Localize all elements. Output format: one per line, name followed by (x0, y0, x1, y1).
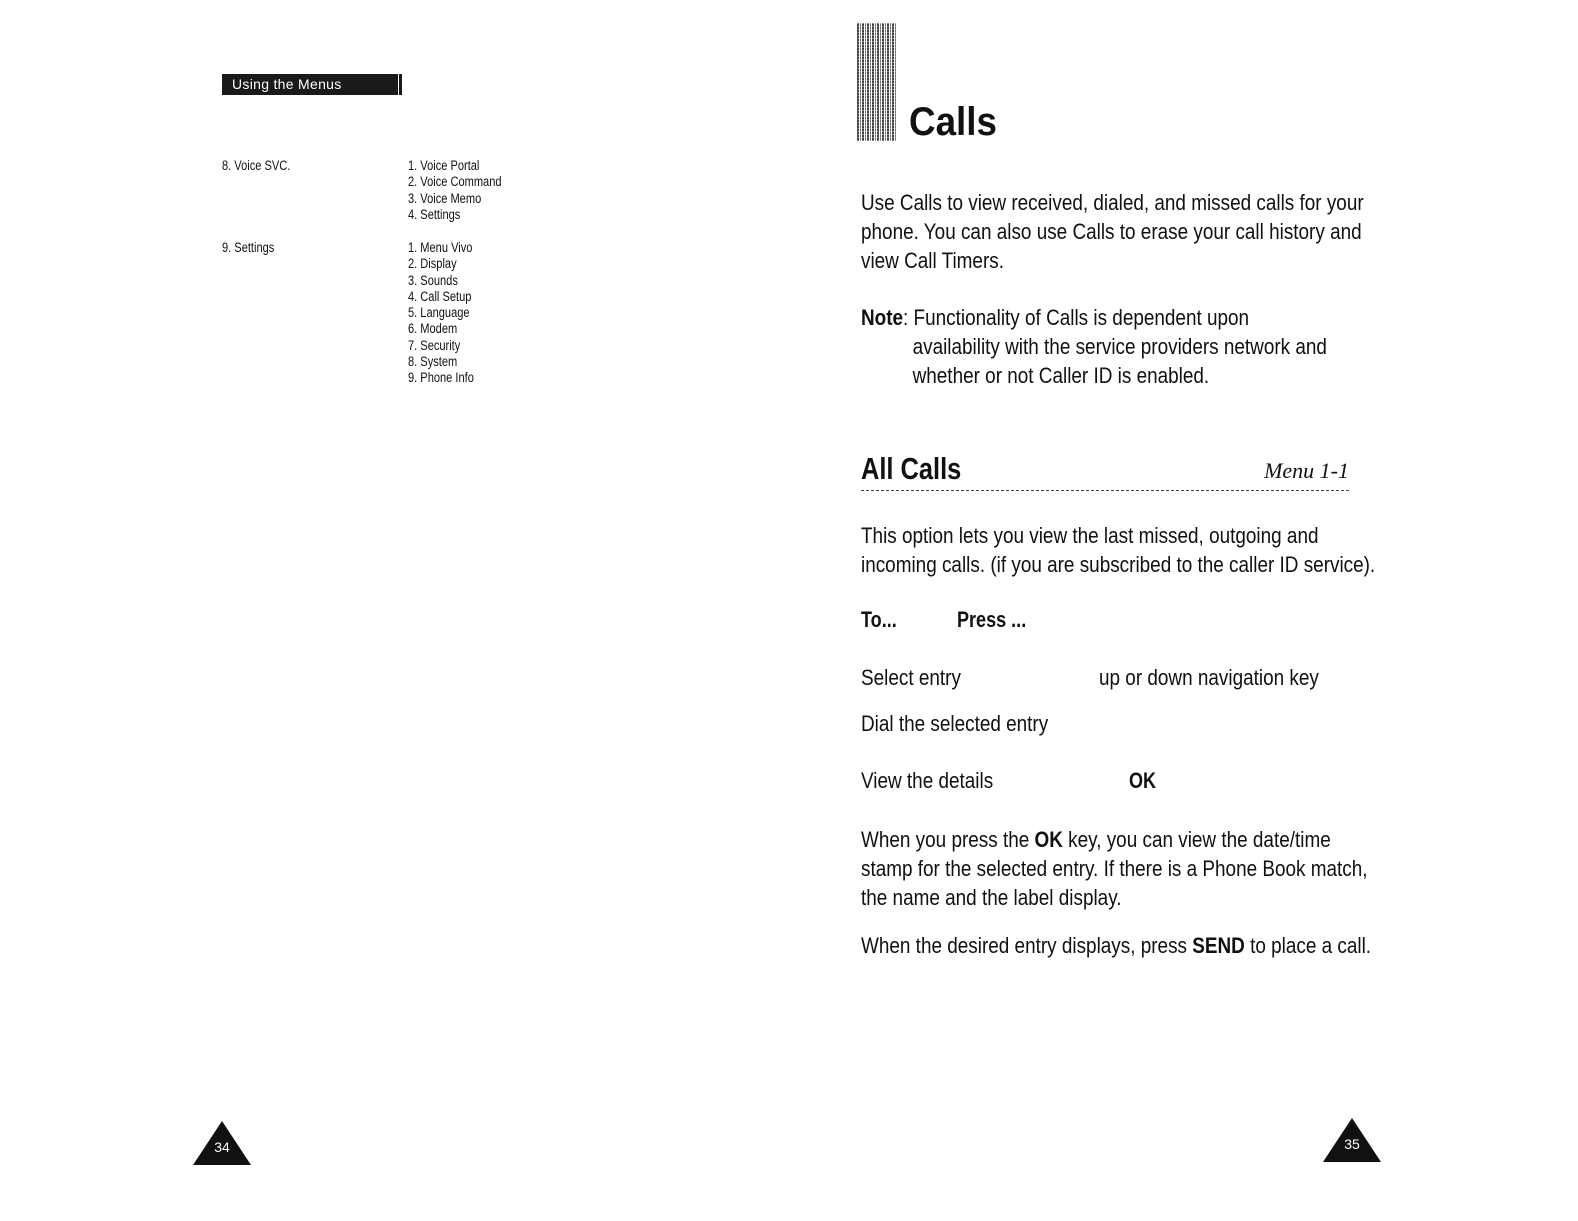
send-key-text (861, 931, 1380, 960)
submenu-item: 6. Modem (408, 321, 458, 337)
column-header-to: To... (861, 607, 897, 632)
chapter-tab-icon (857, 23, 897, 141)
key-table-row (861, 711, 1361, 741)
action-cell: View the details (861, 768, 994, 793)
chapter-title: Calls (909, 100, 997, 144)
option-paragraph (861, 521, 1381, 579)
key-name: OK (1034, 827, 1063, 852)
action-cell: Select entry (861, 665, 961, 690)
section-heading (861, 450, 1349, 491)
submenu-item: 2. Display (408, 256, 457, 272)
ok-key-paragraph (861, 825, 1381, 912)
text-run: When you press the (861, 827, 1035, 852)
submenu-item: 2. Voice Command (408, 174, 502, 190)
submenu-item: 9. Phone Info (408, 370, 474, 386)
section-bar-edge (399, 74, 402, 95)
submenu-item: 1. Menu Vivo (408, 240, 473, 255)
submenu-item: 3. Sounds (408, 272, 458, 288)
note-paragraph (861, 303, 1381, 390)
key-table-row (861, 768, 1361, 798)
text-run: When the desired entry displays, press (861, 933, 1193, 958)
key-cell: OK (1129, 768, 1157, 793)
page-number-triangle-icon (1323, 1118, 1381, 1162)
text-run: to place a call. (1244, 933, 1372, 958)
page-number: 35 (1344, 1136, 1360, 1152)
note-block (861, 303, 1380, 390)
ok-key-text (861, 825, 1380, 912)
page-number-triangle-icon (193, 1121, 251, 1165)
right-page (789, 0, 1578, 1221)
intro-text: Use Calls to view received, dialed, and missed calls for your phone. You can also use Calls to erase your call history and view Call Timers. (861, 190, 1364, 273)
column-header-press: Press ... (957, 607, 1027, 632)
submenu-item: 4. Call Setup (408, 288, 472, 304)
submenu-item: 7. Security (408, 337, 461, 353)
section-title: All Calls (861, 451, 962, 486)
section-label: Using the Menus (232, 76, 342, 92)
text-run: key, you can view the date/time stamp for the selected entry. If there is a Phone Book match, the name and the label display. (861, 827, 1368, 910)
key-name: SEND (1192, 933, 1245, 958)
submenu-item: 3. Voice Memo (408, 190, 482, 206)
action-cell: Dial the selected entry (861, 711, 1049, 736)
key-table-row (861, 665, 1361, 695)
page-number: 34 (214, 1139, 230, 1155)
menu-group-title: 8. Voice SVC. (222, 158, 291, 173)
note-lead: : Functionality of Calls is dependent upon (903, 305, 1250, 330)
intro-paragraph (861, 188, 1381, 275)
send-key-paragraph (861, 931, 1381, 960)
submenu-item: 4. Settings (408, 206, 461, 222)
option-text: This option lets you view the last missed, outgoing and incoming calls. (if you are subscribed to the caller ID service). (861, 523, 1376, 577)
key-table-header (861, 607, 1361, 637)
section-label-bar (222, 74, 398, 95)
submenu-item: 1. Voice Portal (408, 158, 480, 173)
menu-group-title: 9. Settings (222, 240, 275, 255)
submenu-item: 5. Language (408, 305, 470, 321)
submenu-list (408, 240, 488, 387)
key-cell: up or down navigation key (1099, 665, 1319, 690)
menu-reference: Menu 1-1 (1264, 458, 1349, 483)
submenu-list (408, 158, 522, 223)
note-rest: availability with the service providers network and whether or not Caller ID is enabled. (912, 334, 1327, 388)
note-label: Note (861, 305, 904, 330)
submenu-item: 8. System (408, 354, 458, 370)
